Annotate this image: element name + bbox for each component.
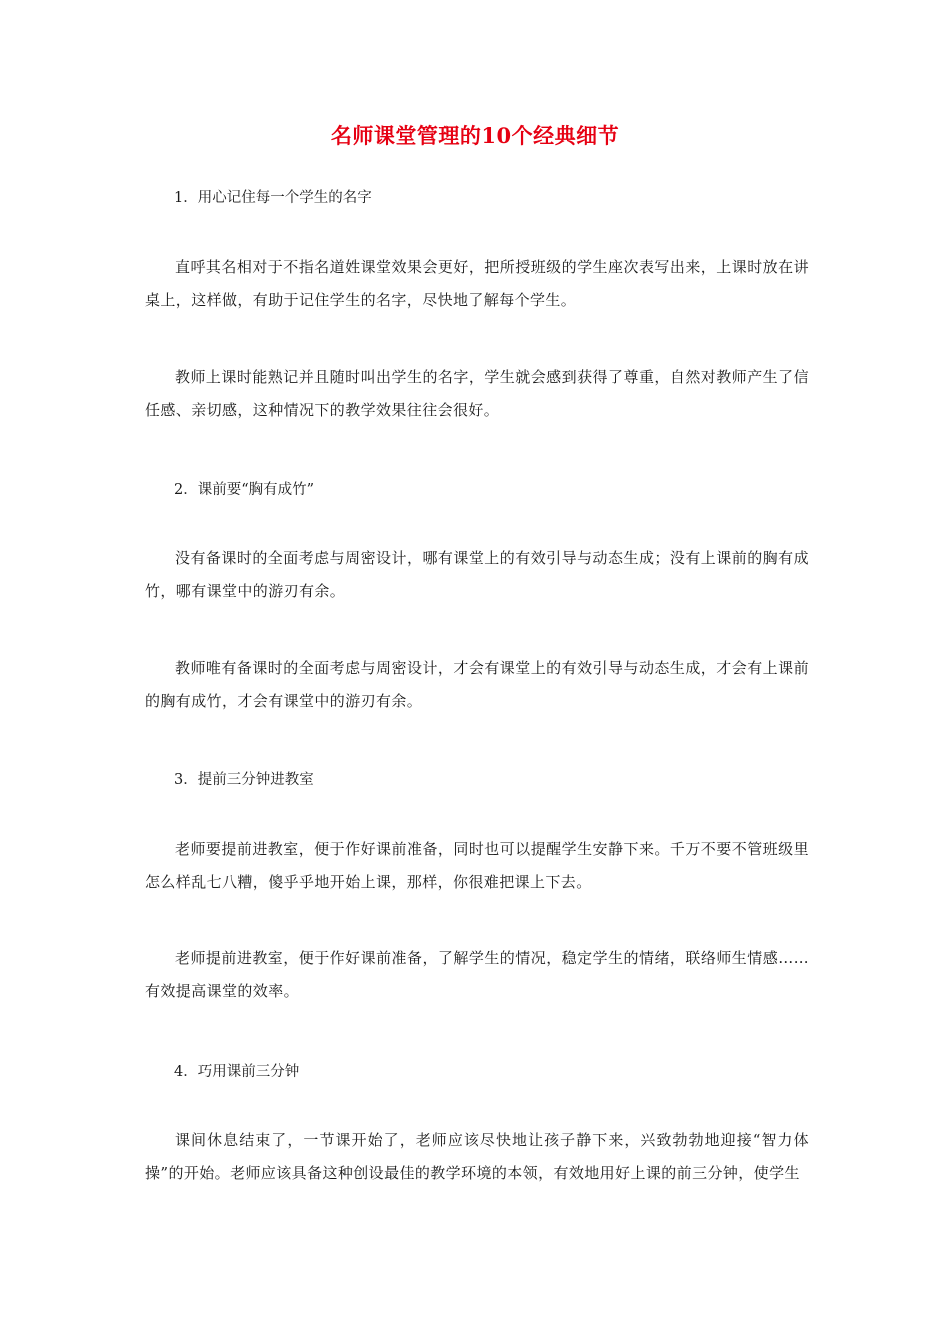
section-heading: 4．巧用课前三分钟 (174, 1064, 300, 1080)
paragraph: 老师要提前进教室，便于作好课前准备，同时也可以提醒学生安静下来。千万不要不管班级里怎么样乱七八糟，傻乎乎地开始上课，那样，你很难把课上下去。 (145, 840, 809, 891)
paragraph: 教师唯有备课时的全面考虑与周密设计，才会有课堂上的有效引导与动态生成，才会有上课前的胸有成竹，才会有课堂中的游刃有余。 (145, 659, 809, 710)
paragraph: 教师上课时能熟记并且随时叫出学生的名字，学生就会感到获得了尊重，自然对教师产生了信任感、亲切感，这种情况下的教学效果往往会很好。 (145, 368, 809, 419)
paragraph: 没有备课时的全面考虑与周密设计，哪有课堂上的有效引导与动态生成；没有上课前的胸有成竹，哪有课堂中的游刃有余。 (145, 549, 809, 600)
paragraph: 老师提前进教室，便于作好课前准备，了解学生的情况，稳定学生的情绪，联络师生情感……有效提高课堂的效率。 (145, 949, 809, 1000)
section-heading: 2．课前要“胸有成竹” (174, 482, 315, 498)
paragraph: 直呼其名相对于不指名道姓课堂效果会更好，把所授班级的学生座次表写出来，上课时放在讲桌上，这样做，有助于记住学生的名字，尽快地了解每个学生。 (145, 258, 809, 309)
section-heading: 3．提前三分钟进教室 (174, 772, 314, 788)
section-heading: 1．用心记住每一个学生的名字 (174, 190, 372, 206)
paragraph: 课间休息结束了，一节课开始了，老师应该尽快地让孩子静下来，兴致勃勃地迎接“智力体操”的开始。老师应该具备这种创设最佳的教学环境的本领，有效地用好上课的前三分钟，使学生 (145, 1131, 809, 1182)
document-title: 名师课堂管理的10个经典细节 (330, 123, 620, 148)
